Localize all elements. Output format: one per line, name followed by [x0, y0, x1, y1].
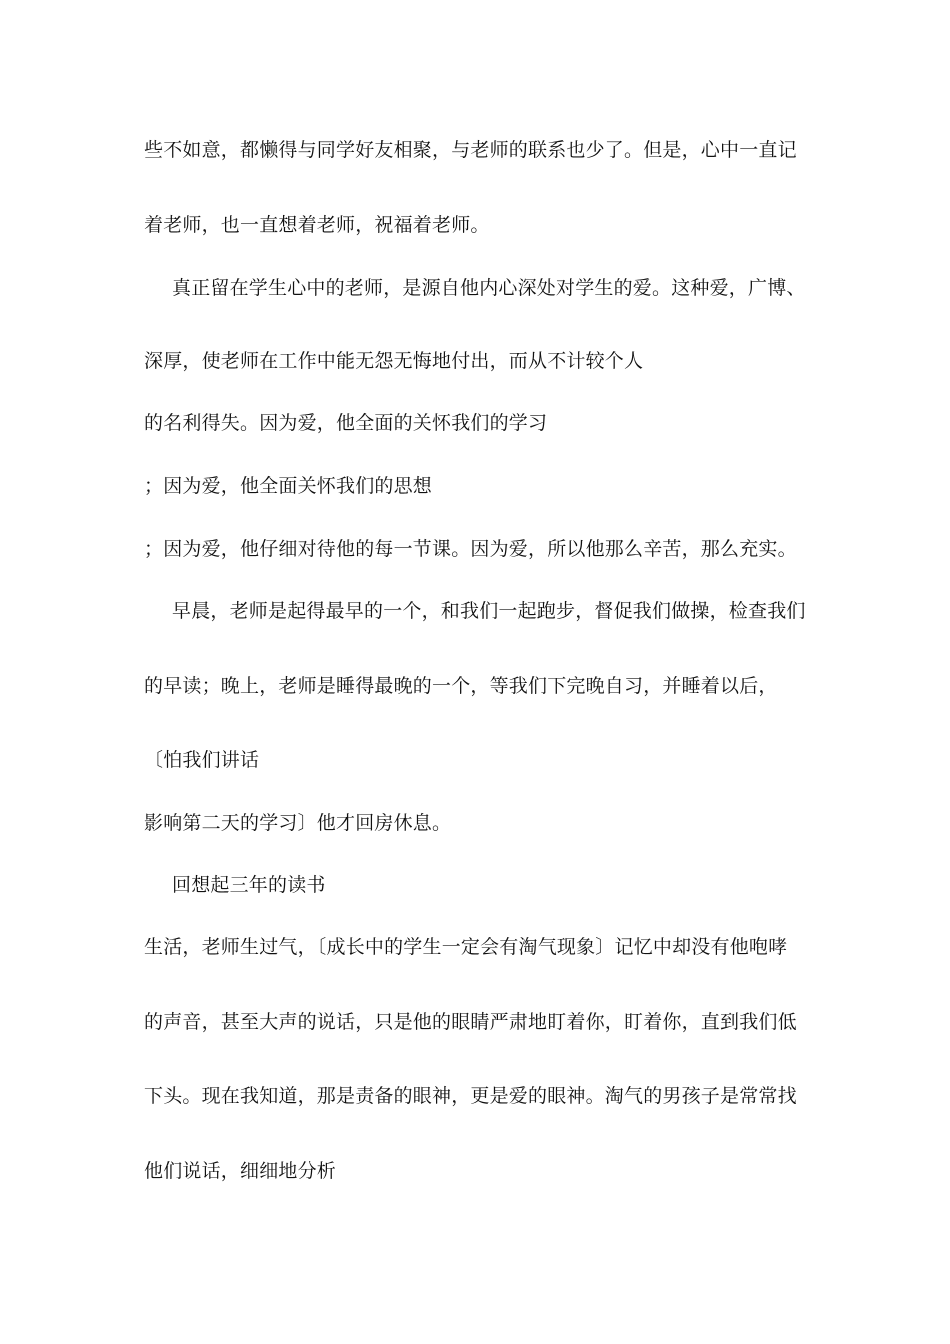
text-line: 生活，老师生过气，〔成长中的学生一定会有淘气现象〕记忆中却没有他咆哮 [144, 936, 788, 958]
text-line: 影响第二天的学习〕他才回房休息。 [144, 812, 452, 834]
text-line: 他们说话，细细地分析 [144, 1160, 337, 1182]
text-line: 的早读；晚上，老师是睡得最晚的一个，等我们下完晚自习，并睡着以后， [144, 675, 778, 697]
text-line: ；因为爱，他仔细对待他的每一节课。因为爱，所以他那么辛苦，那么充实。 [144, 538, 797, 560]
text-line: 的名利得失。因为爱，他全面的关怀我们的学习 [144, 412, 548, 434]
text-line: 深厚，使老师在工作中能无怨无悔地付出，而从不计较个人 [144, 350, 644, 372]
text-line: 些不如意，都懒得与同学好友相聚，与老师的联系也少了。但是，心中一直记 [144, 139, 797, 161]
text-line: 的声音，甚至大声的说话，只是他的眼睛严肃地盯着你，盯着你，直到我们低 [144, 1011, 797, 1033]
text-line: 下头。现在我知道，那是责备的眼神，更是爱的眼神。淘气的男孩子是常常找 [144, 1085, 797, 1107]
text-line: 〔怕我们讲话 [144, 749, 260, 771]
text-line: ；因为爱，他全面关怀我们的思想 [144, 475, 433, 497]
paragraph-start-line: 回想起三年的读书 [172, 874, 326, 896]
text-line: 着老师，也一直想着老师，祝福着老师。 [144, 214, 490, 236]
paragraph-start-line: 早晨，老师是起得最早的一个，和我们一起跑步，督促我们做操，检查我们 [172, 600, 806, 622]
paragraph-start-line: 真正留在学生心中的老师，是源自他内心深处对学生的爱。这种爱，广博、 [172, 277, 806, 299]
